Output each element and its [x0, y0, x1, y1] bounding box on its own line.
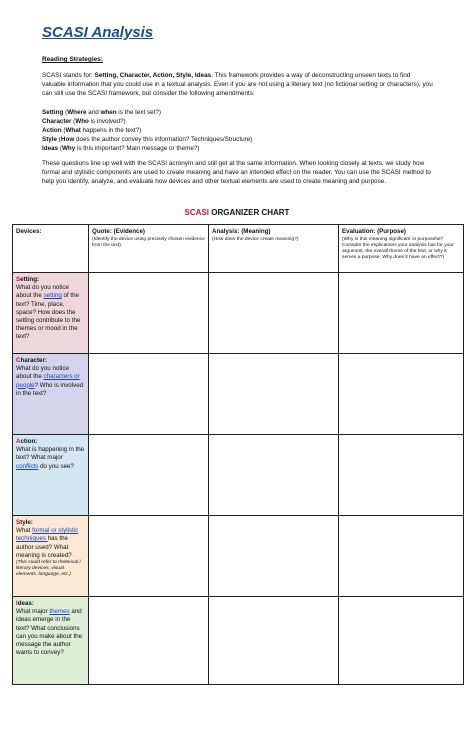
evaluation-cell-action[interactable] — [339, 435, 464, 516]
setting-link[interactable]: setting — [43, 292, 62, 300]
analysis-cell-action[interactable] — [209, 435, 339, 516]
themes-link[interactable]: themes — [49, 608, 70, 616]
techniques-link[interactable]: formal or stylistic techniques — [16, 527, 79, 543]
evaluation-cell-ideas[interactable] — [339, 597, 464, 685]
intro-paragraph — [42, 71, 434, 98]
intro-bold-list: Setting, Character, Action, Style, Ideas — [94, 72, 212, 79]
amendment-item: Action (What happens in the text?) — [42, 127, 142, 134]
characters-link[interactable]: characters or people — [16, 373, 80, 389]
amendment-item: Character (Who is involved?) — [42, 118, 126, 125]
quote-cell-style[interactable] — [89, 516, 209, 597]
reading-strategies-heading: Reading Strategies: — [42, 56, 104, 63]
amendment-item: Ideas (Why is this important? Main message or theme?) — [42, 145, 200, 152]
device-cell-setting: Setting: What do you notice about the setting of the text? Time, place, space? How does the setting contribute to the themes or mood in the text? — [13, 273, 89, 354]
header-quote: Quote: (Evidence) (Identify the device using precisely chosen evidence from the text). — [89, 225, 209, 273]
quote-cell-ideas[interactable] — [89, 597, 209, 685]
evaluation-cell-style[interactable] — [339, 516, 464, 597]
amendment-item: Setting (Where and when is the text set?) — [42, 109, 162, 116]
analysis-cell-ideas[interactable] — [209, 597, 339, 685]
device-cell-action: Action: What is happening in the text? What major conflicts do you see? — [13, 435, 89, 516]
quote-cell-character[interactable] — [89, 354, 209, 435]
organizer-chart-title — [0, 208, 474, 217]
table-row-action — [13, 435, 464, 516]
conflicts-link[interactable]: conflicts — [16, 462, 39, 470]
device-cell-style: Style: What formal or stylistic techniques has the author used? What meaning is created? (This could refer to rhetorical / literary devices, visual elements, language, etc.) — [13, 516, 89, 597]
intro-prefix: SCASI stands for: — [42, 72, 95, 79]
table-row-style — [13, 516, 464, 597]
analysis-cell-style[interactable] — [209, 516, 339, 597]
table-row-character — [13, 354, 464, 435]
quote-cell-setting[interactable] — [89, 273, 209, 354]
analysis-cell-setting[interactable] — [209, 273, 339, 354]
intro-rest: . This framework provides a way of deconstructing unseen texts to find valuable information that you could use in a textual analysis. Even if you are not using a literary text (no fictional setting or characters), you can still use the SCASI framework, but consider the following amendments: — [42, 72, 433, 98]
page-title: SCASI Analysis — [42, 24, 154, 41]
table-row-setting — [13, 273, 464, 354]
header-row — [13, 225, 464, 273]
second-paragraph: These questions line up well with the SCASI acronym and still get at the same information. When looking closely at texts, we study how formal and stylistic components are used to create meaning and have an intended effect on the reader. You can use the SCASI method to help you identify, analyze, and evaluate how devices and other textual elements are used to create meaning and purpose. — [42, 160, 431, 186]
header-devices: Devices: — [13, 225, 89, 273]
evaluation-cell-character[interactable] — [339, 354, 464, 435]
analysis-cell-character[interactable] — [209, 354, 339, 435]
chart-title-acronym: SCASI — [184, 208, 209, 217]
style-note: (This could refer to rhetorical / literary devices, visual elements, language, etc.) — [16, 560, 81, 578]
device-cell-ideas: Ideas: What major themes and ideas emerge in the text? What conclusions can you make about the message the author wants to convey? — [13, 597, 89, 685]
amendment-item: Style (How does the author convey this information? Techniques/Structure) — [42, 136, 253, 143]
header-evaluation: Evaluation: (Purpose) (Why is this meaning significant or purposeful? Consider the implications your analysis has for your argument, the overall theme of the text, or why it serves a purpose. Why does it have an effect?) — [339, 225, 464, 273]
quote-cell-action[interactable] — [89, 435, 209, 516]
device-cell-character: Character: What do you notice about the characters or people? Who is involved in the text? — [13, 354, 89, 435]
header-analysis: Analysis: (Meaning) (How does the device create meaning?) — [209, 225, 339, 273]
organizer-table — [12, 224, 464, 685]
evaluation-cell-setting[interactable] — [339, 273, 464, 354]
amendments-list — [42, 108, 252, 153]
table-row-ideas — [13, 597, 464, 685]
chart-title-rest: ORGANIZER CHART — [209, 208, 290, 217]
